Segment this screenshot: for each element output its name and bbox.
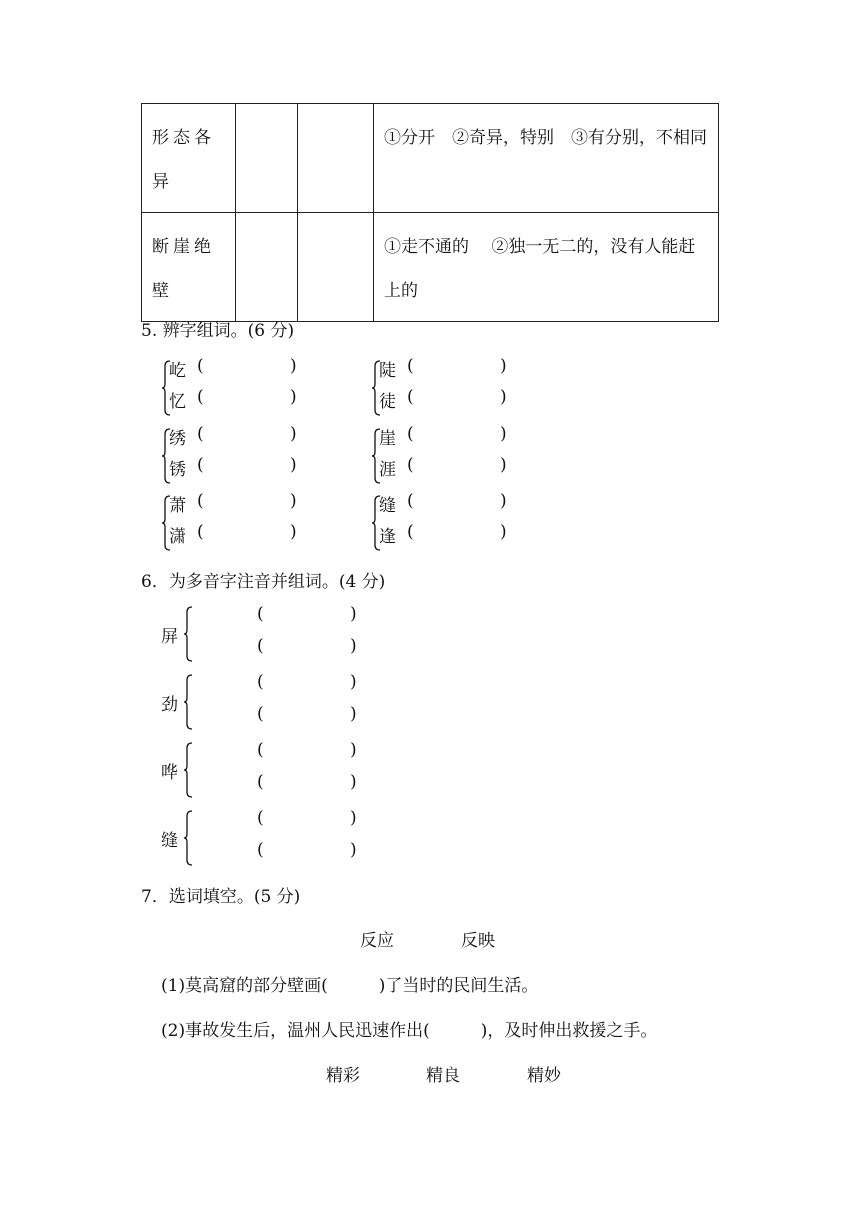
paren-close: ): [290, 424, 297, 444]
paren-close: ): [350, 808, 357, 828]
choice-word: 反映: [461, 931, 495, 951]
q5-char: 涯: [379, 460, 396, 480]
table-blank-cell[interactable]: [236, 213, 298, 322]
q5-char: 萧: [169, 496, 186, 516]
q6-char: 屏: [161, 627, 178, 647]
answer-blank[interactable]: [271, 840, 346, 862]
answer-blank[interactable]: [211, 522, 286, 544]
brace-icon: [183, 742, 193, 798]
paren-open: (: [197, 424, 204, 444]
q6-char: 哗: [161, 763, 178, 783]
q7-sentence-1: (1)莫高窟的部分壁画( )了当时的民间生活。: [161, 976, 539, 996]
paren-close: ): [500, 491, 507, 511]
answer-blank[interactable]: [271, 672, 346, 694]
q5-char: 潇: [169, 527, 186, 547]
paren-close: ): [290, 387, 297, 407]
paren-open: (: [257, 740, 264, 760]
paren-open: (: [197, 522, 204, 542]
paren-open: (: [257, 772, 264, 792]
paren-close: ): [350, 704, 357, 724]
brace-icon: [183, 674, 193, 730]
answer-blank[interactable]: [421, 356, 496, 378]
table-row: [142, 213, 719, 322]
paren-open: (: [257, 704, 264, 724]
paren-close: ): [290, 455, 297, 475]
answer-blank[interactable]: [421, 387, 496, 409]
brace-path: [184, 811, 192, 865]
table-word-cell: 形态各异: [142, 104, 236, 213]
answer-blank[interactable]: [421, 491, 496, 513]
choice-word: 反应: [360, 931, 394, 951]
q5-title: 5. 辨字组词。(6 分): [141, 321, 295, 341]
vocab-table: [141, 103, 719, 322]
paren-close: ): [350, 604, 357, 624]
paren-open: (: [257, 604, 264, 624]
answer-blank[interactable]: [271, 604, 346, 626]
paren-close: ): [500, 387, 507, 407]
answer-blank[interactable]: [271, 704, 346, 726]
q7-title: 7．选词填空。(5 分): [141, 887, 301, 907]
q5-char: 锈: [169, 460, 186, 480]
q6-title: 6．为多音字注音并组词。(4 分): [141, 572, 386, 592]
answer-blank[interactable]: [271, 808, 346, 830]
brace-path: [184, 607, 192, 661]
paren-close: ): [350, 772, 357, 792]
table-blank-cell[interactable]: [298, 213, 374, 322]
table-word-cell: 断崖绝壁: [142, 213, 236, 322]
paren-close: ): [290, 356, 297, 376]
answer-blank[interactable]: [271, 740, 346, 762]
q5-char: 绣: [169, 429, 186, 449]
paren-open: (: [407, 522, 414, 542]
table-row: [142, 104, 719, 213]
paren-open: (: [197, 387, 204, 407]
paren-close: ): [500, 424, 507, 444]
paren-open: (: [257, 672, 264, 692]
paren-open: (: [257, 636, 264, 656]
table-blank-cell[interactable]: [298, 104, 374, 213]
answer-blank[interactable]: [271, 636, 346, 658]
q5-char: 忆: [169, 392, 186, 412]
answer-blank[interactable]: [421, 424, 496, 446]
q5-char: 崖: [379, 429, 396, 449]
answer-blank[interactable]: [211, 387, 286, 409]
brace-path: [184, 743, 192, 797]
paren-open: (: [407, 424, 414, 444]
paren-close: ): [350, 636, 357, 656]
paren-open: (: [407, 356, 414, 376]
answer-blank[interactable]: [421, 522, 496, 544]
table-meanings-cell: ①分开 ②奇异，特别 ③有分别，不相同: [374, 104, 719, 213]
q7-sentence-2: (2)事故发生后，温州人民迅速作出( )，及时伸出救援之手。: [161, 1021, 658, 1041]
paren-close: ): [350, 840, 357, 860]
paren-open: (: [197, 491, 204, 511]
table-blank-cell[interactable]: [236, 104, 298, 213]
q6-char: 缝: [161, 831, 178, 851]
paren-open: (: [257, 808, 264, 828]
paren-open: (: [407, 491, 414, 511]
brace-icon: [183, 606, 193, 662]
choice-word: 精彩: [326, 1066, 360, 1086]
paren-close: ): [350, 672, 357, 692]
q5-char: 徒: [379, 392, 396, 412]
paren-close: ): [500, 356, 507, 376]
answer-blank[interactable]: [421, 455, 496, 477]
q5-char: 陡: [379, 361, 396, 381]
paren-open: (: [197, 356, 204, 376]
paren-open: (: [407, 387, 414, 407]
choice-word: 精妙: [527, 1066, 561, 1086]
answer-blank[interactable]: [271, 772, 346, 794]
paren-close: ): [290, 522, 297, 542]
brace-path: [184, 675, 192, 729]
brace-icon: [183, 810, 193, 866]
answer-blank[interactable]: [211, 455, 286, 477]
paren-open: (: [407, 455, 414, 475]
q5-char: 逢: [379, 527, 396, 547]
paren-open: (: [257, 840, 264, 860]
answer-blank[interactable]: [211, 356, 286, 378]
paren-close: ): [290, 491, 297, 511]
q6-char: 劲: [161, 695, 178, 715]
table-meanings-cell: ①走不通的 ②独一无二的，没有人能赶上的: [374, 213, 719, 322]
choice-word: 精良: [426, 1066, 460, 1086]
answer-blank[interactable]: [211, 424, 286, 446]
paren-close: ): [350, 740, 357, 760]
paren-close: ): [500, 522, 507, 542]
q5-char: 屹: [169, 361, 186, 381]
q5-char: 缝: [379, 496, 396, 516]
answer-blank[interactable]: [211, 491, 286, 513]
paren-open: (: [197, 455, 204, 475]
paren-close: ): [500, 455, 507, 475]
